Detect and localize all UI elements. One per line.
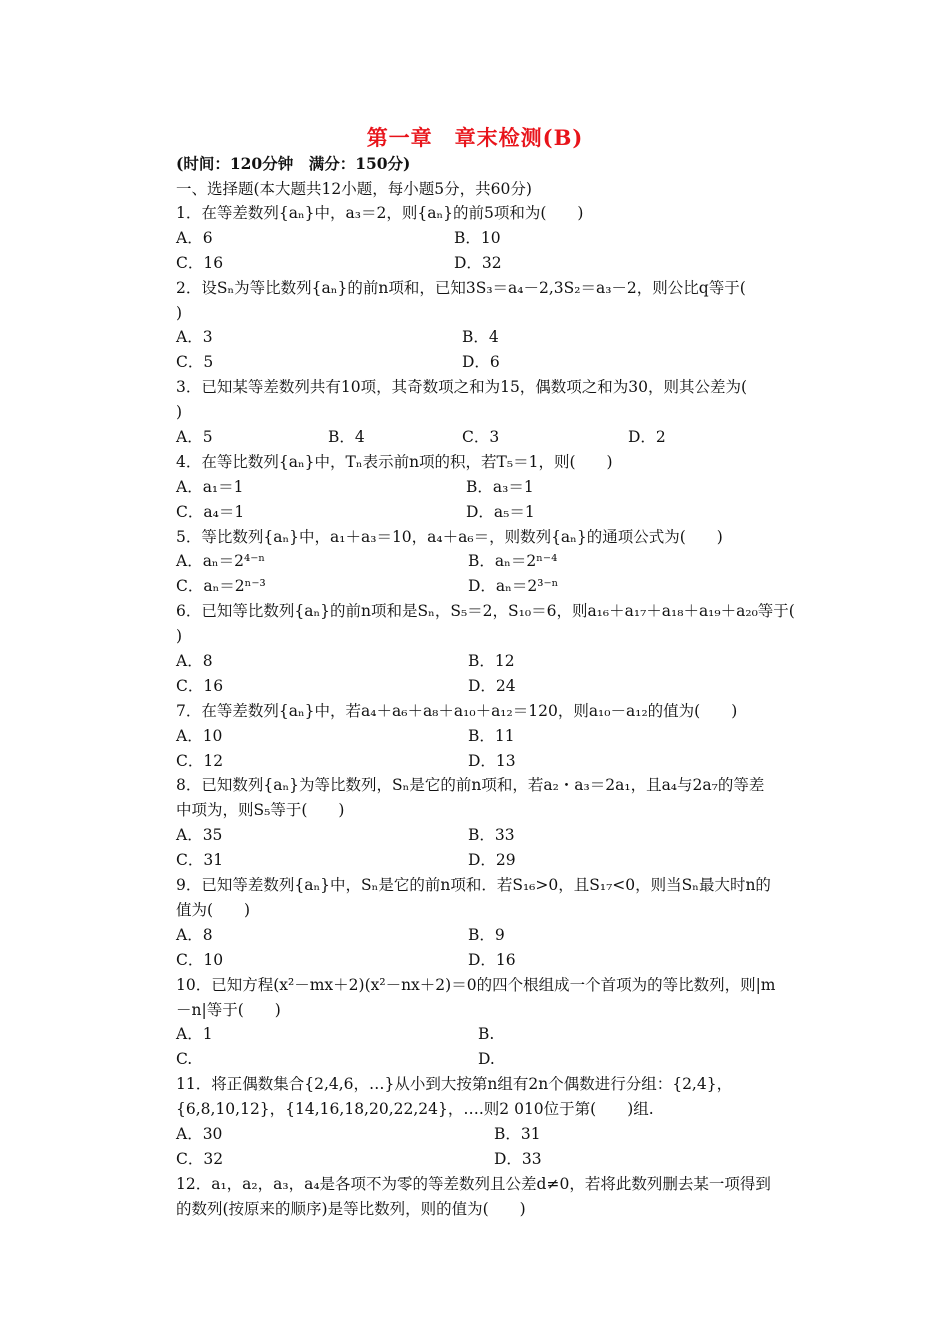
question-5	[176, 525, 816, 600]
question-3	[176, 375, 816, 450]
answer-option: A．8	[176, 925, 213, 944]
answer-option: C．3	[462, 428, 500, 447]
answer-option: C.	[176, 1050, 193, 1069]
option-row	[176, 350, 816, 375]
option-row	[176, 923, 816, 948]
answer-option: D．13	[468, 751, 516, 770]
option-row	[176, 574, 816, 599]
option-row	[176, 251, 816, 276]
option-row	[176, 549, 816, 574]
question-text-line: 12．a₁，a₂，a₃，a₄是各项不为零的等差数列且公差d≠0，若将此数列删去某一项得到	[176, 1174, 771, 1193]
answer-option: A．aₙ＝2⁴⁻ⁿ	[176, 552, 266, 571]
option-row	[176, 749, 816, 774]
section-heading: 一、选择题(本大题共12小题，每小题5分，共60分)	[176, 180, 532, 198]
option-row	[176, 475, 816, 500]
question-7	[176, 699, 816, 774]
answer-option: D．33	[494, 1149, 542, 1168]
option-row	[176, 325, 816, 350]
answer-option: C．31	[176, 851, 224, 870]
question-text-line: 11．将正偶数集合{2,4,6，…}从小到大按第n组有2n个偶数进行分组：{2,4}，	[176, 1075, 733, 1094]
answer-option: A．5	[176, 428, 213, 447]
question-text-line: 值为( )	[176, 900, 251, 919]
option-row	[176, 823, 816, 848]
answer-option: B．9	[468, 925, 505, 944]
answer-option: C．16	[176, 676, 224, 695]
option-row	[176, 1122, 816, 1147]
answer-option: C．32	[176, 1149, 224, 1168]
option-row	[176, 1147, 816, 1172]
answer-option: B．4	[462, 328, 499, 347]
answer-option: A．30	[176, 1124, 223, 1143]
question-text-line: 3．已知某等差数列共有10项，其奇数项之和为15，偶数项之和为30，则其公差为(	[176, 378, 748, 397]
answer-option: B.	[478, 1025, 495, 1044]
option-row	[176, 226, 816, 251]
answer-option: B．31	[494, 1124, 541, 1143]
option-row	[176, 425, 816, 450]
answer-option: D．a₅＝1	[466, 502, 535, 521]
answer-option: A．3	[176, 328, 213, 347]
question-text-line: 9．已知等差数列{aₙ}中，Sₙ是它的前n项和．若S₁₆>0，且S₁₇<0，则当Sₙ最大时n的	[176, 876, 771, 895]
question-10	[176, 973, 816, 1073]
question-text-line: 6．已知等比数列{aₙ}的前n项和是Sₙ，S₅＝2，S₁₀＝6，则a₁₆＋a₁₇＋a₁₈＋a₁₉＋a₂₀等于(	[176, 602, 795, 621]
option-row	[176, 674, 816, 699]
option-row	[176, 1022, 816, 1047]
answer-option: D．29	[468, 851, 516, 870]
answer-option: B．a₃＝1	[466, 477, 534, 496]
question-text-line: 2．设Sₙ为等比数列{aₙ}的前n项和，已知3S₃＝a₄－2,3S₂＝a₃－2，则公比q等于(	[176, 278, 746, 297]
document-title: 第一章 章末检测(B)	[366, 125, 584, 150]
answer-option: B．12	[468, 652, 515, 671]
question-text-line: －n|等于( )	[176, 1000, 281, 1019]
answer-option: D．6	[462, 353, 500, 372]
option-row	[176, 848, 816, 873]
option-row	[176, 948, 816, 973]
answer-option: B．11	[468, 726, 515, 745]
answer-option: D．24	[468, 676, 516, 695]
question-11	[176, 1072, 816, 1172]
answer-option: D．32	[454, 253, 502, 272]
question-text-line: 10．已知方程(x²－mx＋2)(x²－nx＋2)＝0的四个根组成一个首项为的等比数列，则|m	[176, 975, 776, 994]
question-text-line: 7．在等差数列{aₙ}中，若a₄＋a₆＋a₈＋a₁₀＋a₁₂＝120，则a₁₀－a₁₂的值为( )	[176, 701, 738, 720]
question-6	[176, 599, 816, 699]
question-12	[176, 1172, 816, 1222]
answer-option: C．10	[176, 950, 224, 969]
answer-option: A．10	[176, 726, 223, 745]
question-2	[176, 276, 816, 376]
question-text-line: )	[176, 403, 183, 422]
answer-option: C．a₄＝1	[176, 502, 245, 521]
option-row	[176, 724, 816, 749]
exam-time-score: (时间：120分钟 满分：150分)	[176, 154, 411, 173]
answer-option: C．16	[176, 253, 224, 272]
question-text-line: 4．在等比数列{aₙ}中，Tₙ表示前n项的积，若T₅＝1，则( )	[176, 452, 613, 471]
answer-option: D．16	[468, 950, 516, 969]
answer-option: A．1	[176, 1025, 213, 1044]
answer-option: B．33	[468, 826, 515, 845]
question-9	[176, 873, 816, 973]
answer-option: C．5	[176, 353, 214, 372]
question-text-line: 1．在等差数列{aₙ}中，a₃＝2，则{aₙ}的前5项和为( )	[176, 204, 584, 222]
question-4	[176, 450, 816, 525]
question-text-line: {6,8,10,12}，{14,16,18,20,22,24}，….则2 010位于第( )组.	[176, 1100, 654, 1119]
answer-option: A．35	[176, 826, 223, 845]
question-1	[176, 201, 816, 276]
answer-option: A．a₁＝1	[176, 477, 244, 496]
option-row	[176, 500, 816, 525]
answer-option: A．6	[176, 228, 213, 247]
option-row	[176, 649, 816, 674]
question-8	[176, 773, 816, 873]
answer-option: D.	[478, 1050, 495, 1069]
answer-option: C．aₙ＝2ⁿ⁻³	[176, 577, 266, 596]
question-list	[176, 201, 816, 1222]
answer-option: D．2	[628, 428, 666, 447]
answer-option: B．4	[328, 428, 365, 447]
answer-option: D．aₙ＝2³⁻ⁿ	[468, 577, 559, 596]
answer-option: C．12	[176, 751, 224, 770]
question-text-line: 中项为，则S₅等于( )	[176, 801, 345, 820]
question-text-line: )	[176, 303, 183, 322]
answer-option: B．10	[454, 228, 501, 247]
question-text-line: )	[176, 627, 183, 646]
answer-option: A．8	[176, 652, 213, 671]
question-text-line: 8．已知数列{aₙ}为等比数列，Sₙ是它的前n项和，若a₂・a₃＝2a₁，且a₄与2a₇的等差	[176, 776, 765, 795]
question-text-line: 5．等比数列{aₙ}中，a₁＋a₃＝10，a₄＋a₆＝，则数列{aₙ}的通项公式为( )	[176, 527, 723, 546]
question-text-line: 的数列(按原来的顺序)是等比数列，则的值为( )	[176, 1199, 526, 1218]
answer-option: B．aₙ＝2ⁿ⁻⁴	[468, 552, 558, 571]
option-row	[176, 1047, 816, 1072]
